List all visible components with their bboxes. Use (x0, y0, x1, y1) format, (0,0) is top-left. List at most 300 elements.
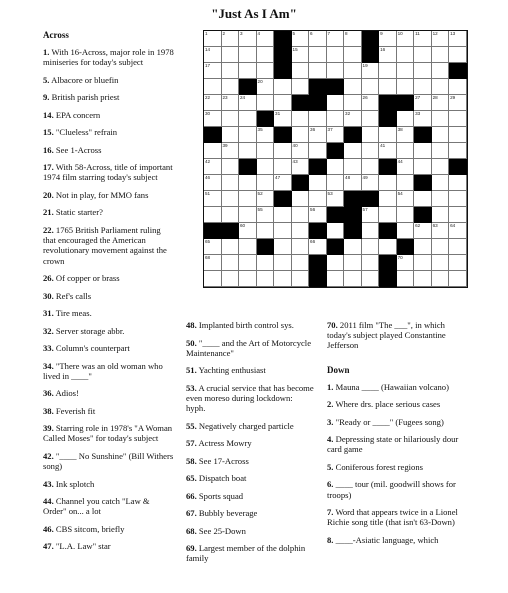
grid-block (449, 63, 467, 79)
grid-cell[interactable] (362, 79, 380, 95)
grid-block (257, 111, 275, 127)
clue-item (186, 543, 314, 563)
clue-item (186, 338, 314, 358)
grid-cell[interactable] (344, 47, 362, 63)
grid-cell[interactable] (204, 143, 222, 159)
grid-cell[interactable] (274, 223, 292, 239)
grid-block (397, 239, 415, 255)
clue-number: 4. (327, 434, 334, 445)
grid-cell[interactable] (379, 127, 397, 143)
clue-text: Largest member of the dolphin family (186, 543, 306, 564)
grid-cell[interactable] (309, 143, 327, 159)
grid-cell[interactable] (449, 255, 467, 271)
grid-cell[interactable] (432, 255, 450, 271)
clue-text: Implanted birth control sys. (198, 320, 294, 330)
grid-cell[interactable] (397, 207, 415, 223)
grid-cell[interactable] (204, 175, 222, 191)
grid-cell[interactable] (344, 63, 362, 79)
cell-number: 40 (292, 142, 298, 148)
grid-cell[interactable] (274, 95, 292, 111)
clue-item (43, 326, 175, 336)
grid-cell[interactable] (257, 79, 275, 95)
clue-number: 34. (43, 360, 54, 371)
grid-cell[interactable] (397, 271, 415, 287)
clue-item (186, 456, 314, 466)
grid-cell[interactable] (257, 47, 275, 63)
clue-number: 5. (43, 74, 50, 85)
clue-text: Feverish fit (55, 405, 96, 416)
grid-cell[interactable] (432, 175, 450, 191)
clue-text: Sports squad (198, 490, 244, 501)
across-header: Across (43, 30, 69, 40)
grid-cell[interactable] (257, 95, 275, 111)
grid-cell[interactable] (397, 47, 415, 63)
across-clues-column-left (43, 30, 175, 559)
grid-cell[interactable] (414, 159, 432, 175)
clue-text: "There was an old woman who lived in ____" (43, 360, 163, 381)
grid-cell[interactable] (327, 255, 345, 271)
grid-cell[interactable] (222, 207, 240, 223)
grid-cell[interactable] (432, 95, 450, 111)
clue-item (43, 207, 175, 217)
clue-number: 7. (327, 507, 334, 518)
grid-cell[interactable] (222, 143, 240, 159)
grid-cell[interactable] (327, 127, 345, 143)
grid-cell[interactable] (274, 175, 292, 191)
grid-cell[interactable] (239, 95, 257, 111)
clue-item (327, 507, 467, 527)
grid-cell[interactable] (257, 31, 275, 47)
clue-number: 33. (43, 343, 54, 354)
grid-cell[interactable] (222, 63, 240, 79)
cell-number: 48 (345, 174, 351, 180)
grid-cell[interactable] (309, 127, 327, 143)
grid-cell[interactable] (414, 255, 432, 271)
grid-cell[interactable] (327, 223, 345, 239)
clue-number: 42. (43, 450, 54, 461)
grid-cell[interactable] (379, 175, 397, 191)
grid-cell[interactable] (274, 239, 292, 255)
grid-cell[interactable] (449, 191, 467, 207)
clue-number: 21. (43, 207, 54, 218)
grid-cell[interactable] (344, 175, 362, 191)
grid-cell[interactable] (362, 159, 380, 175)
grid-cell[interactable] (397, 255, 415, 271)
grid-cell[interactable] (222, 127, 240, 143)
grid-cell[interactable] (204, 255, 222, 271)
grid-cell[interactable] (239, 239, 257, 255)
clue-number: 39. (43, 423, 54, 434)
grid-cell[interactable] (257, 223, 275, 239)
grid-cell[interactable] (239, 175, 257, 191)
grid-cell[interactable] (362, 63, 380, 79)
grid-cell[interactable] (327, 31, 345, 47)
clue-text: CBS sitcom, briefly (55, 523, 125, 534)
grid-cell[interactable] (257, 127, 275, 143)
grid-cell[interactable] (449, 143, 467, 159)
grid-cell[interactable] (379, 47, 397, 63)
grid-cell[interactable] (414, 47, 432, 63)
grid-cell[interactable] (432, 271, 450, 287)
grid-cell[interactable] (379, 191, 397, 207)
across-clues-column-middle (186, 320, 314, 571)
grid-cell[interactable] (432, 191, 450, 207)
clue-text: 2011 film "The ___", in which today's subject played Constantine Jefferson (327, 320, 446, 351)
clue-number: 32. (43, 325, 54, 336)
grid-cell[interactable] (432, 223, 450, 239)
grid-cell[interactable] (432, 143, 450, 159)
grid-block (239, 159, 257, 175)
cell-number: 52 (257, 190, 263, 196)
grid-cell[interactable] (379, 63, 397, 79)
grid-cell[interactable] (257, 191, 275, 207)
grid-cell[interactable] (309, 63, 327, 79)
grid-cell[interactable] (204, 79, 222, 95)
grid-cell[interactable] (257, 175, 275, 191)
grid-cell[interactable] (222, 31, 240, 47)
grid-cell[interactable] (292, 31, 310, 47)
grid-cell[interactable] (204, 95, 222, 111)
grid-cell[interactable] (432, 111, 450, 127)
clue-item (186, 491, 314, 501)
clue-item (327, 417, 467, 427)
grid-cell[interactable] (257, 159, 275, 175)
grid-cell[interactable] (432, 31, 450, 47)
clue-item (327, 434, 467, 454)
down-clue-list (327, 382, 467, 545)
clue-item (43, 496, 175, 516)
grid-cell[interactable] (239, 207, 257, 223)
grid-cell[interactable] (397, 143, 415, 159)
cell-number: 37 (327, 126, 333, 132)
grid-block (414, 127, 432, 143)
clue-number: 17. (43, 162, 54, 173)
grid-cell[interactable] (344, 79, 362, 95)
grid-cell[interactable] (239, 223, 257, 239)
grid-cell[interactable] (292, 191, 310, 207)
grid-cell[interactable] (204, 159, 222, 175)
grid-cell[interactable] (449, 239, 467, 255)
grid-cell[interactable] (414, 191, 432, 207)
grid-cell[interactable] (432, 127, 450, 143)
grid-cell[interactable] (344, 111, 362, 127)
grid-block (309, 79, 327, 95)
grid-cell[interactable] (204, 239, 222, 255)
grid-cell[interactable] (414, 271, 432, 287)
grid-cell[interactable] (239, 271, 257, 287)
clue-number: 20. (43, 189, 54, 200)
grid-cell[interactable] (309, 31, 327, 47)
cell-number: 56 (310, 206, 316, 212)
grid-cell[interactable] (432, 63, 450, 79)
cell-number: 9 (380, 31, 383, 36)
cell-number: 1 (205, 31, 208, 36)
grid-cell[interactable] (344, 159, 362, 175)
grid-cell[interactable] (362, 143, 380, 159)
grid-cell[interactable] (344, 239, 362, 255)
grid-cell[interactable] (414, 63, 432, 79)
clue-item (186, 438, 314, 448)
grid-cell[interactable] (362, 207, 380, 223)
grid-cell[interactable] (309, 239, 327, 255)
grid-block (362, 47, 380, 63)
grid-cell[interactable] (257, 271, 275, 287)
grid-cell[interactable] (414, 79, 432, 95)
grid-cell[interactable] (222, 239, 240, 255)
grid-cell[interactable] (449, 47, 467, 63)
clue-text: Actress Mowry (198, 438, 252, 449)
grid-cell[interactable] (414, 143, 432, 159)
clue-number: 30. (43, 290, 54, 301)
clue-number: 68. (186, 525, 197, 536)
grid-cell[interactable] (397, 191, 415, 207)
grid-block (274, 31, 292, 47)
grid-cell[interactable] (309, 207, 327, 223)
cell-number: 10 (397, 31, 403, 36)
grid-cell[interactable] (414, 95, 432, 111)
grid-cell[interactable] (432, 79, 450, 95)
grid-cell[interactable] (362, 255, 380, 271)
grid-cell[interactable] (222, 47, 240, 63)
grid-cell[interactable] (344, 271, 362, 287)
grid-cell[interactable] (292, 127, 310, 143)
grid-cell[interactable] (449, 127, 467, 143)
clue-number: 5. (327, 461, 334, 472)
grid-cell[interactable] (292, 63, 310, 79)
grid-cell[interactable] (449, 111, 467, 127)
grid-cell[interactable] (414, 223, 432, 239)
grid-cell[interactable] (292, 47, 310, 63)
grid-cell[interactable] (204, 207, 222, 223)
grid-cell[interactable] (309, 175, 327, 191)
clue-item (43, 127, 175, 137)
cell-number: 32 (345, 110, 351, 116)
clue-text: "Ready or ____" (Fugees song) (335, 416, 444, 427)
grid-cell[interactable] (397, 79, 415, 95)
grid-cell[interactable] (239, 47, 257, 63)
grid-cell[interactable] (362, 239, 380, 255)
grid-cell[interactable] (432, 47, 450, 63)
grid-cell[interactable] (449, 223, 467, 239)
grid-cell[interactable] (204, 31, 222, 47)
crossword-grid (203, 30, 468, 288)
grid-cell[interactable] (257, 143, 275, 159)
cell-number: 29 (450, 94, 456, 100)
cell-number: 23 (222, 94, 228, 100)
grid-cell[interactable] (239, 127, 257, 143)
grid-cell[interactable] (397, 63, 415, 79)
grid-cell[interactable] (327, 175, 345, 191)
grid-cell[interactable] (397, 111, 415, 127)
grid-cell[interactable] (274, 79, 292, 95)
grid-cell[interactable] (327, 271, 345, 287)
grid-cell[interactable] (239, 143, 257, 159)
grid-cell[interactable] (449, 271, 467, 287)
grid-cell[interactable] (222, 255, 240, 271)
grid-cell[interactable] (327, 47, 345, 63)
grid-cell[interactable] (222, 95, 240, 111)
clue-item (43, 75, 175, 85)
grid-cell[interactable] (257, 63, 275, 79)
grid-cell[interactable] (292, 207, 310, 223)
grid-cell[interactable] (397, 127, 415, 143)
grid-cell[interactable] (449, 95, 467, 111)
grid-cell[interactable] (239, 111, 257, 127)
clue-number: 65. (186, 473, 197, 484)
grid-cell[interactable] (204, 191, 222, 207)
grid-cell[interactable] (362, 223, 380, 239)
grid-cell[interactable] (414, 31, 432, 47)
clue-number: 38. (43, 405, 54, 416)
grid-cell[interactable] (379, 239, 397, 255)
grid-cell[interactable] (257, 255, 275, 271)
grid-cell[interactable] (362, 175, 380, 191)
clue-item (327, 479, 467, 499)
grid-block (362, 31, 380, 47)
grid-cell[interactable] (239, 191, 257, 207)
clue-item (43, 110, 175, 120)
clue-text: EPA concern (55, 109, 101, 120)
grid-cell[interactable] (397, 31, 415, 47)
grid-cell[interactable] (292, 239, 310, 255)
grid-cell[interactable] (292, 79, 310, 95)
grid-cell[interactable] (292, 159, 310, 175)
grid-cell[interactable] (449, 207, 467, 223)
grid-cell[interactable] (222, 79, 240, 95)
grid-cell[interactable] (204, 63, 222, 79)
clue-text: Where drs. place serious cases (335, 399, 441, 410)
grid-cell[interactable] (449, 79, 467, 95)
grid-cell[interactable] (362, 111, 380, 127)
grid-cell[interactable] (362, 127, 380, 143)
clue-item (43, 479, 175, 489)
clue-text: Static starter? (55, 207, 103, 218)
grid-cell[interactable] (327, 111, 345, 127)
clue-number: 22. (43, 224, 54, 235)
grid-cell[interactable] (397, 159, 415, 175)
grid-cell[interactable] (379, 79, 397, 95)
across-clue-list-end (327, 320, 467, 351)
grid-block (379, 255, 397, 271)
grid-cell[interactable] (327, 159, 345, 175)
grid-cell[interactable] (222, 271, 240, 287)
grid-cell[interactable] (274, 255, 292, 271)
grid-cell[interactable] (309, 191, 327, 207)
grid-cell[interactable] (239, 31, 257, 47)
clue-number: 31. (43, 308, 54, 319)
grid-cell[interactable] (397, 223, 415, 239)
grid-cell[interactable] (222, 111, 240, 127)
grid-block (239, 79, 257, 95)
grid-cell[interactable] (292, 255, 310, 271)
grid-cell[interactable] (292, 223, 310, 239)
cell-number: 17 (205, 62, 211, 68)
clue-number: 66. (186, 490, 197, 501)
grid-cell[interactable] (327, 191, 345, 207)
grid-cell[interactable] (327, 63, 345, 79)
grid-cell[interactable] (327, 95, 345, 111)
grid-cell[interactable] (362, 95, 380, 111)
grid-cell[interactable] (292, 143, 310, 159)
clue-text: Ink splotch (55, 478, 95, 489)
grid-block (344, 127, 362, 143)
grid-cell[interactable] (379, 143, 397, 159)
cell-number: 28 (432, 94, 438, 100)
grid-cell[interactable] (204, 47, 222, 63)
grid-cell[interactable] (292, 111, 310, 127)
grid-cell[interactable] (449, 31, 467, 47)
grid-cell[interactable] (257, 207, 275, 223)
grid-cell[interactable] (222, 191, 240, 207)
clue-item (43, 406, 175, 416)
clue-text: "Clueless" refrain (55, 127, 118, 138)
grid-cell[interactable] (397, 175, 415, 191)
clue-text: Of copper or brass (55, 273, 120, 284)
grid-cell[interactable] (292, 271, 310, 287)
clue-text: Negatively charged particle (198, 420, 294, 431)
clue-number: 6. (327, 479, 334, 490)
grid-cell[interactable] (449, 175, 467, 191)
clue-number: 53. (186, 382, 197, 393)
grid-cell[interactable] (414, 111, 432, 127)
grid-cell[interactable] (362, 271, 380, 287)
clue-text: See 25-Down (198, 525, 246, 536)
grid-cell[interactable] (344, 31, 362, 47)
cell-number: 7 (327, 31, 331, 36)
grid-block (309, 255, 327, 271)
clue-text: Yachting enthusiast (198, 365, 266, 376)
puzzle-title: "Just As I Am" (211, 6, 297, 21)
grid-cell[interactable] (274, 111, 292, 127)
cell-number: 39 (222, 142, 228, 148)
grid-cell[interactable] (344, 143, 362, 159)
grid-cell[interactable] (414, 239, 432, 255)
clue-item (43, 291, 175, 301)
cell-number: 43 (292, 158, 298, 164)
grid-cell[interactable] (379, 31, 397, 47)
grid-cell[interactable] (379, 207, 397, 223)
cell-number: 49 (362, 174, 368, 180)
grid-cell[interactable] (222, 175, 240, 191)
clue-text: Mauna ____ (Hawaiian volcano) (335, 381, 449, 392)
grid-cell[interactable] (432, 239, 450, 255)
grid-cell[interactable] (309, 111, 327, 127)
grid-cell[interactable] (432, 159, 450, 175)
grid-cell[interactable] (239, 255, 257, 271)
clue-number: 36. (43, 388, 54, 399)
grid-cell[interactable] (239, 63, 257, 79)
grid-block (344, 207, 362, 223)
grid-cell[interactable] (274, 159, 292, 175)
grid-cell[interactable] (204, 111, 222, 127)
cell-number: 20 (257, 78, 263, 84)
grid-cell[interactable] (309, 47, 327, 63)
clue-number: 69. (186, 543, 197, 554)
clue-item (43, 423, 175, 443)
grid-block (379, 111, 397, 127)
grid-block (397, 95, 415, 111)
grid-cell[interactable] (432, 207, 450, 223)
clue-number: 44. (43, 496, 54, 507)
grid-cell[interactable] (222, 159, 240, 175)
grid-block (379, 271, 397, 287)
grid-cell[interactable] (344, 255, 362, 271)
grid-cell[interactable] (274, 271, 292, 287)
grid-cell[interactable] (204, 271, 222, 287)
grid-cell[interactable] (274, 207, 292, 223)
grid-cell[interactable] (274, 143, 292, 159)
grid-cell[interactable] (344, 95, 362, 111)
